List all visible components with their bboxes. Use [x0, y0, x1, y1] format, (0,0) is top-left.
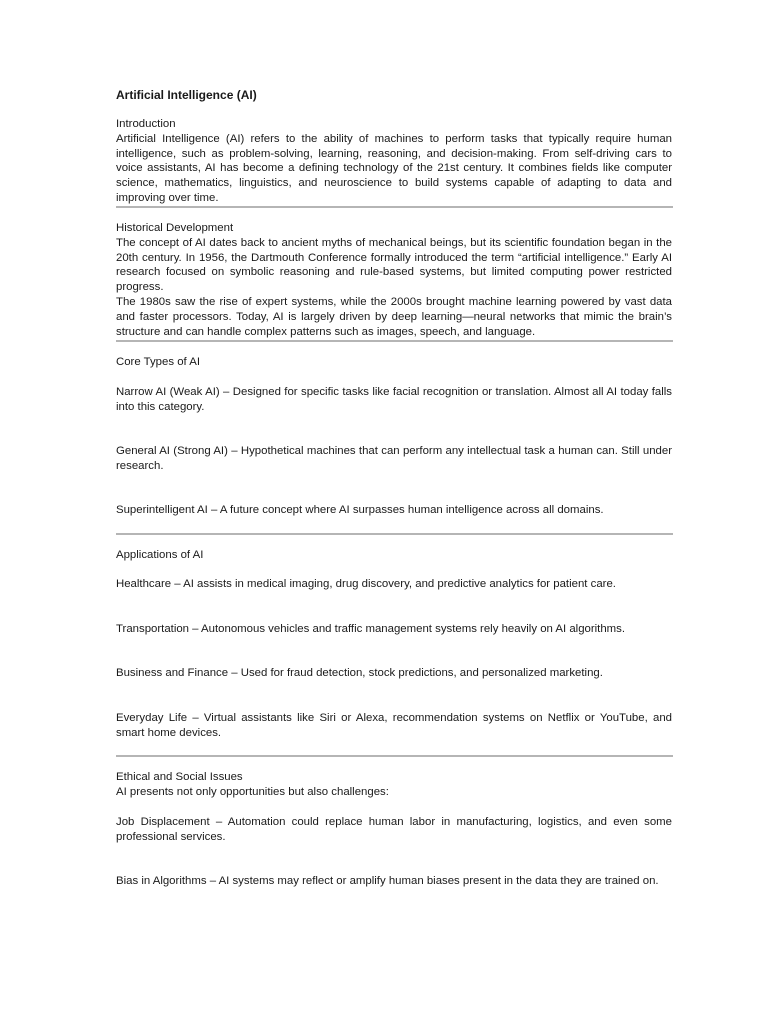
- ethics-heading: Ethical and Social Issues: [116, 771, 243, 783]
- core-type-item: Narrow AI (Weak AI) – Designed for specific tasks like facial recognition or translation. Almost all AI today falls into this category.: [116, 386, 672, 413]
- core-type-item: General AI (Strong AI) – Hypothetical machines that can perform any intellectual task a human can. Still under research.: [116, 445, 672, 472]
- ethics-section: [116, 770, 672, 800]
- section-divider: [116, 755, 673, 757]
- application-item: Everyday Life – Virtual assistants like Siri or Alexa, recommendation systems on Netflix or YouTube, and smart home devices.: [116, 712, 672, 739]
- application-item: Business and Finance – Used for fraud detection, stock predictions, and personalized marketing.: [116, 667, 603, 679]
- core-type-item: Superintelligent AI – A future concept where AI surpasses human intelligence across all domains.: [116, 504, 604, 516]
- history-heading: Historical Development: [116, 222, 234, 234]
- document-title: Artificial Intelligence (AI): [116, 88, 257, 102]
- intro-heading: Introduction: [116, 118, 176, 130]
- section-divider: [116, 206, 673, 208]
- ethics-item: Bias in Algorithms – AI systems may reflect or amplify human biases present in the data they are trained on.: [116, 875, 659, 887]
- ethics-item: Job Displacement – Automation could replace human labor in manufacturing, logistics, and even some professional services.: [116, 816, 672, 843]
- core-types-heading: Core Types of AI: [116, 356, 200, 368]
- history-paragraph: The 1980s saw the rise of expert systems, while the 2000s brought machine learning powered by vast data and faster processors. Today, AI is largely driven by deep learning—neural networks that mimic the brain’s structure and can handle complex patterns such as images, speech, and language.: [116, 295, 672, 338]
- section-divider: [116, 533, 673, 535]
- history-section: [116, 221, 672, 339]
- application-item: Healthcare – AI assists in medical imaging, drug discovery, and predictive analytics for patient care.: [116, 578, 616, 590]
- intro-body: Artificial Intelligence (AI) refers to the ability of machines to perform tasks that typically require human intelligence, such as problem-solving, learning, reasoning, and decision-making. From self-driving cars to voice assistants, AI has become a defining technology of the 21st century. It combines fields like computer science, mathematics, linguistics, and neuroscience to build systems capable of adapting to data and improving over time.: [116, 132, 672, 204]
- ethics-intro: AI presents not only opportunities but also challenges:: [116, 785, 389, 798]
- history-paragraph: The concept of AI dates back to ancient myths of mechanical beings, but its scientific foundation began in the 20th century. In 1956, the Dartmouth Conference formally introduced the term “artificial intelligence.” Early AI research focused on symbolic reasoning and rule-based systems, but limited computing power restricted progress.: [116, 236, 672, 294]
- application-item: Transportation – Autonomous vehicles and traffic management systems rely heavily on AI algorithms.: [116, 623, 626, 635]
- intro-section: [116, 117, 672, 206]
- applications-heading: Applications of AI: [116, 549, 204, 561]
- section-divider: [116, 340, 673, 342]
